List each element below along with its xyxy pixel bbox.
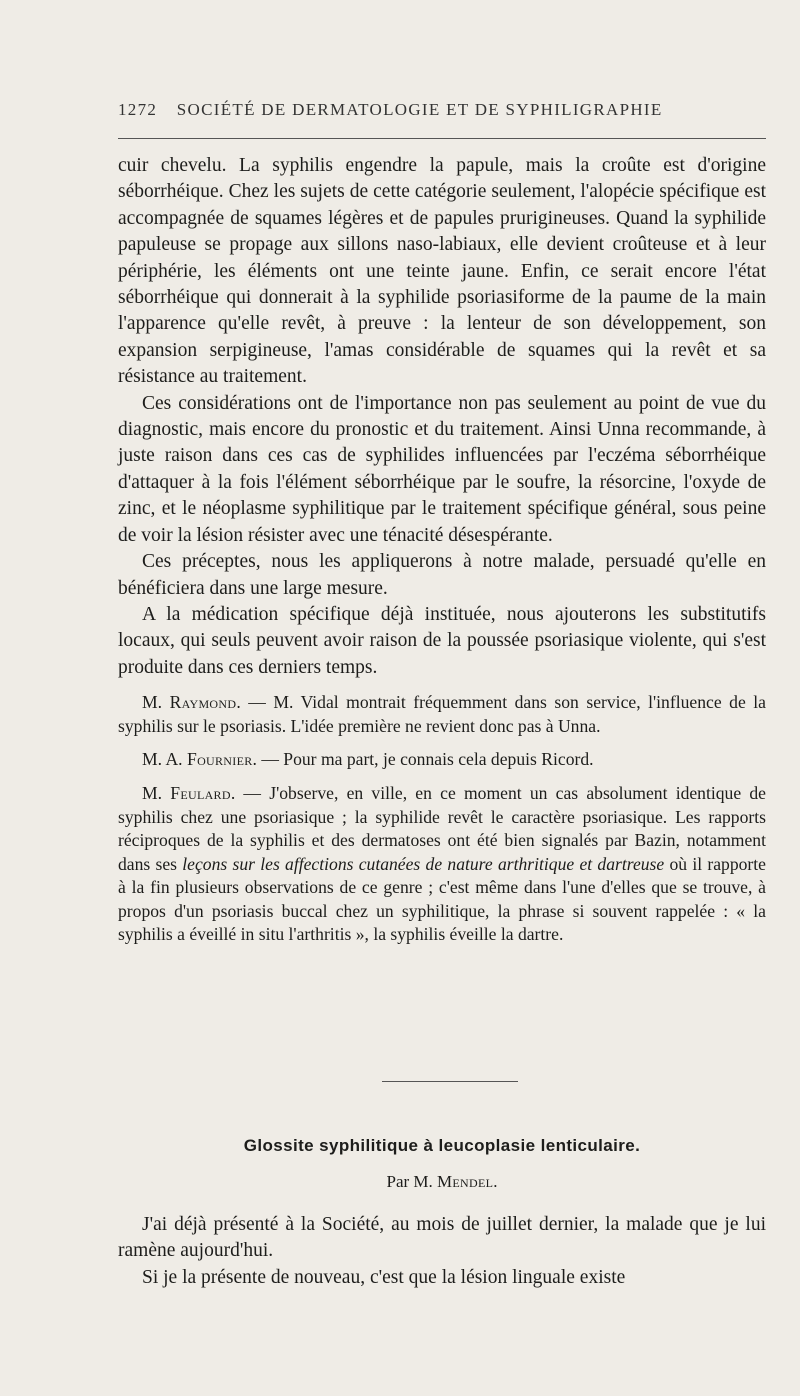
article-title: Glossite syphilitique à leucoplasie lenticulaire. — [243, 1136, 641, 1155]
paragraph: Ces considérations ont de l'importance non pas seulement au point de vue du diagnostic, mais encore du pronostic et du traitement. Ainsi Unna recommande, à juste raison dans ces cas de syphilides influencées par l'eczéma séborrhéique d'attaquer à la fois l'élément séborrhéique par le soufre, la résorcine, l'oxyde de zinc, et le néoplasme syphilitique par le traitement spécifique général, sous peine de voir la lésion résister avec une ténacité désespérante. — [118, 392, 766, 546]
speaker-prefix: M. — [142, 782, 171, 803]
book-title-italic: leçons sur les affections cutanées de nature arthritique et dartreuse — [182, 853, 665, 874]
paragraph: J'ai déjà présenté à la Société, au mois de juillet dernier, la malade que je lui ramène aujourd'hui. — [118, 1214, 766, 1262]
running-title: SOCIÉTÉ DE DERMATOLOGIE ET DE SYPHILIGRAPHIE — [176, 100, 663, 119]
author-name: Mendel — [437, 1172, 494, 1191]
paragraph: Si je la présente de nouveau, c'est que la lésion linguale existe — [142, 1266, 626, 1288]
discussion-fournier — [118, 748, 766, 772]
remark-text-continued: où il rapporte à la fin plusieurs observations de ce genre ; c'est même dans l'une d'elles que se trouve, à propos d'un psoriasis buccal chez un syphilitique, la phrase si souvent rappelée : « la syphilis a éveillé in situ l'arthritis », la syphilis éveille la dartre. — [118, 853, 766, 945]
speaker-prefix: M. — [142, 692, 170, 713]
article-byline — [118, 1172, 766, 1192]
speaker-name: Fournier — [186, 749, 253, 770]
section-divider — [382, 1081, 518, 1082]
paragraph-continued: cuir chevelu. La syphilis engendre la papule, mais la croûte est d'origine séborrhéique. Chez les sujets de cette catégorie seulement, l'alopécie spécifique est accompagnée de squames légères et de papules prurigineuses. Quand la syphilide papuleuse se propage aux sillons naso-labiaux, elle devient croûteuse et à leur périphérie, les éléments ont une teinte jaune. Enfin, ce serait encore l'état séborrhéique qui donnerait à la syphilide psoriasiforme de la paume de la main l'apparence qu'elle revêt, à preuve : la lenteur de son développement, son expansion serpigineuse, l'amas considérable de squames qui la revêt et sa résistance au traitement. — [118, 155, 766, 388]
page-number: 1272 — [118, 100, 158, 119]
remark-text: . — J'observe, en ville, en ce moment un cas absolument identique de syphilis chez une psoriasique ; la syphilide revêt le caractère psoriasique. Les rapports réciproques de la syphilis et des dermatoses ont été bien signalés par Bazin, notamment dans ses — [118, 782, 766, 874]
byline-prefix: Par M. — [386, 1172, 438, 1191]
running-header — [118, 100, 768, 120]
speaker-name: Feulard — [170, 782, 231, 803]
article-text — [118, 1212, 766, 1291]
remark-text: . — M. Vidal montrait fréquemment dans son service, l'influence de la syphilis sur le psoriasis. L'idée première ne revient donc pas à Unna. — [118, 692, 766, 736]
discussion-raymond — [118, 691, 766, 738]
remark-text: . — Pour ma part, je connais cela depuis Ricord. — [252, 749, 594, 770]
speaker-prefix: M. A. — [142, 749, 187, 770]
paragraph: Ces préceptes, nous les appliquerons à notre malade, persuadé qu'elle en bénéficiera dans une large mesure. — [118, 551, 766, 599]
byline-suffix: . — [493, 1172, 498, 1191]
paragraph: A la médication spécifique déjà instituée, nous ajouterons les substitutifs locaux, qui seuls peuvent avoir raison de la poussée psoriasique violente, qui s'est produite dans ces derniers temps. — [118, 603, 766, 678]
speaker-name: Raymond — [169, 692, 237, 713]
discussion-feulard — [118, 782, 766, 947]
main-text — [118, 153, 766, 947]
header-rule — [118, 138, 766, 139]
